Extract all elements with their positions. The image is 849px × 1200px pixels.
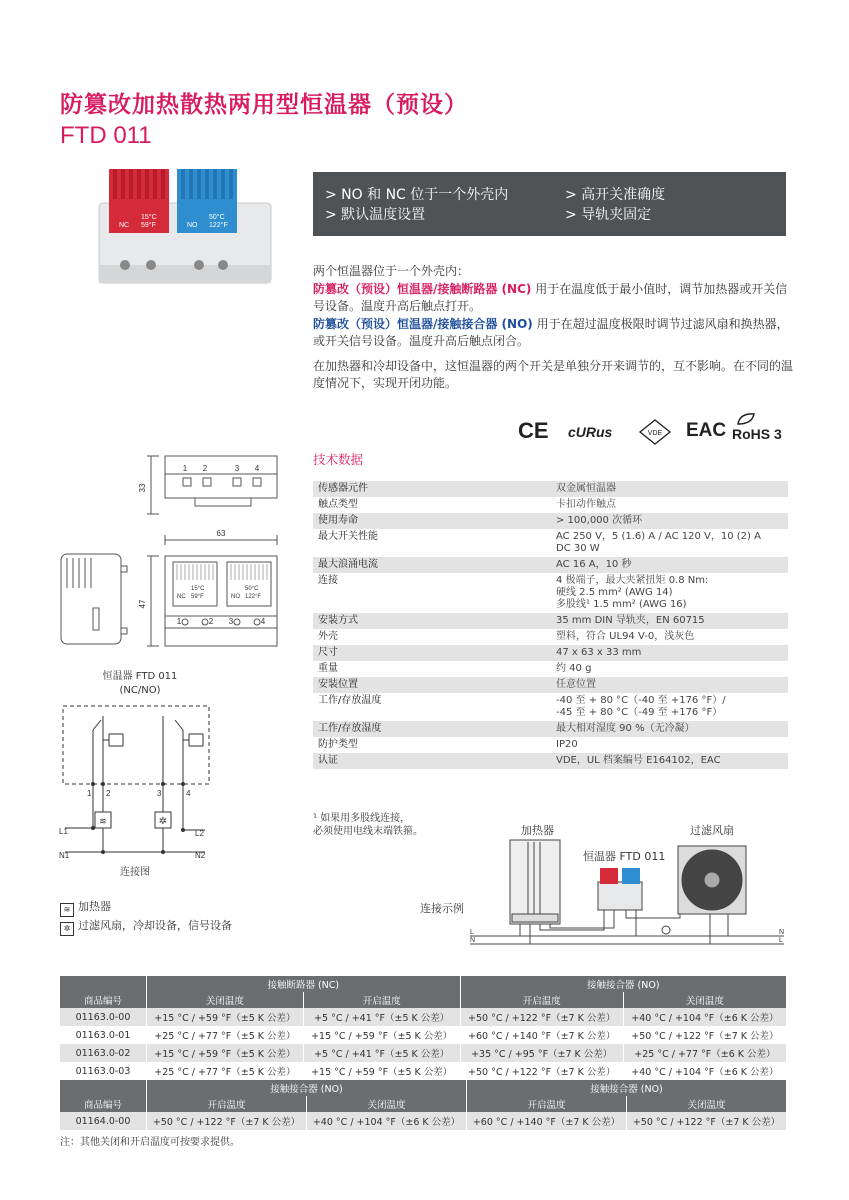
legend-item: ✲ 过滤风扇，冷却设备，信号设备 <box>60 917 232 936</box>
tech-value: 47 x 63 x 33 mm <box>551 645 788 661</box>
tech-row <box>313 693 788 721</box>
temperature-cell: +40 °C / +104 °F（±6 K 公差） <box>623 1008 786 1026</box>
tech-data-table <box>313 481 788 769</box>
svg-text:N2: N2 <box>195 851 206 860</box>
tech-value: 35 mm DIN 导轨夹，EN 60715 <box>551 613 788 629</box>
temperature-cell: +50 °C / +122 °F（±7 K 公差） <box>147 1112 307 1130</box>
tech-value: -40 至 + 80 °C（-40 至 +176 °F）/ -45 至 + 80 °C（-49 至 +176 °F） <box>551 693 788 721</box>
temperature-cell: +40 °C / +104 °F（±6 K 公差） <box>623 1062 786 1080</box>
temperature-cell: +60 °C / +140 °F（±7 K 公差） <box>467 1112 627 1130</box>
tech-row <box>313 737 788 753</box>
svg-text:1: 1 <box>182 464 188 473</box>
schematic-title: 连接图 <box>120 867 150 878</box>
heater-symbol-icon: ≋ <box>99 817 107 827</box>
blue-temp-f: 122°F <box>209 222 228 229</box>
temperature-cell: +25 °C / +77 °F（±5 K 公差） <box>147 1026 304 1044</box>
svg-text:NC: NC <box>177 594 186 600</box>
tech-key: 传感器元件 <box>313 481 551 497</box>
table-row <box>60 1026 786 1044</box>
tech-key: 安装位置 <box>313 677 551 693</box>
tech-value: IP20 <box>551 737 788 753</box>
dim-width: 63 <box>216 529 226 538</box>
tech-row <box>313 573 788 613</box>
tech-key: 工作/存放温度 <box>313 693 551 721</box>
tech-key: 认证 <box>313 753 551 769</box>
svg-text:2: 2 <box>202 464 208 473</box>
order-table-nc-no: 接触断路器 (NC) 接触接合器 (NO) 商品编号 关闭温度 开启温度 开启温度 关闭温度 01163.0-00 +15 °C / +59 °F（±5 K 公差） +5 °C / +41 °F（±5 K 公差） +50 °C / +122 °F（±7 K 公差） +40 °C / +104 °F（±6 K 公差） 01163.0-01 +25 °C / +77 °F（±5 K 公差） +15 °C / +59 °F（±5 K 公差） +60 °C / +140 °F（±7 K 公差） +50 °C / +122 °F（±7 K 公差） 01163.0-02 +15 °C / +59 °F（±5 K 公差） +5 °C / +41 °F（±5 K 公差） +35 °C / +95 °F（±7 K 公差） +25 °C / +77 °F（±6 K 公差） 01163.0-03 +25 °C / +77 °F（±5 K 公差） +15 °C / +59 °F（±5 K 公差） +50 °C / +122 °F（±7 K 公差） +40 °C / +104 °F（±6 K 公差） <box>60 976 786 1080</box>
footnote: ¹ 如果用多股线连接， 必须使用电线末端铁箍。 <box>313 813 423 837</box>
legend <box>60 898 232 936</box>
temperature-cell: +50 °C / +122 °F（±7 K 公差） <box>627 1112 787 1130</box>
dimension-drawing <box>55 448 305 653</box>
svg-text:3: 3 <box>157 789 162 798</box>
thermostat-label: 恒温器 FTD 011 <box>583 850 666 863</box>
heater-icon: ≋ <box>60 903 74 917</box>
svg-text:1: 1 <box>87 789 92 798</box>
svg-text:3: 3 <box>228 617 234 626</box>
product-model: FTD 011 <box>60 122 152 149</box>
tech-key: 尺寸 <box>313 645 551 661</box>
svg-text:L1: L1 <box>59 827 68 836</box>
fan-symbol-icon: ✲ <box>158 816 168 827</box>
tech-value: 约 40 g <box>551 661 788 677</box>
svg-text:L2: L2 <box>195 829 204 838</box>
tech-row <box>313 613 788 629</box>
rohs-mark: RoHS 3 <box>732 426 782 442</box>
tech-value: AC 250 V，5 (1.6) A / AC 120 V，10 (2) A DC 30 W <box>551 529 788 557</box>
temperature-cell: +35 °C / +95 °F（±7 K 公差） <box>460 1044 623 1062</box>
blue-tag: NO <box>187 222 198 229</box>
svg-text:3: 3 <box>234 464 240 473</box>
tech-value: 塑料，符合 UL94 V-0，浅灰色 <box>551 629 788 645</box>
product-image <box>95 165 280 290</box>
temperature-cell: +40 °C / +104 °F（±6 K 公差） <box>307 1112 467 1130</box>
feature-2: > 默认温度设置 <box>325 207 426 223</box>
nc-label: 防篡改（预设）恒温器/接触断路器 (NC) <box>313 281 532 296</box>
temperature-cell: +50 °C / +122 °F（±7 K 公差） <box>460 1062 623 1080</box>
table-row <box>60 1062 786 1080</box>
tech-key: 最大开关性能 <box>313 529 551 557</box>
tech-row <box>313 721 788 737</box>
tech-row <box>313 497 788 513</box>
tech-row <box>313 661 788 677</box>
tech-value: 双金属恒温器 <box>551 481 788 497</box>
tech-key: 外壳 <box>313 629 551 645</box>
tech-value: AC 16 A，10 秒 <box>551 557 788 573</box>
svg-text:122°F: 122°F <box>245 594 262 600</box>
connection-example-caption: 连接示例 <box>420 902 464 915</box>
svg-text:59°F: 59°F <box>191 594 204 600</box>
svg-text:N1: N1 <box>59 851 70 860</box>
svg-text:15°C: 15°C <box>191 586 205 592</box>
ul-mark: cURus <box>568 424 613 440</box>
intro-text <box>313 263 793 400</box>
red-tag: NC <box>119 222 130 229</box>
tech-row <box>313 513 788 529</box>
wiring-diagram <box>55 700 215 860</box>
temperature-cell: +5 °C / +41 °F（±5 K 公差） <box>303 1008 460 1026</box>
tech-value: > 100,000 次循环 <box>551 513 788 529</box>
tech-row <box>313 557 788 573</box>
no-text: 用于在超过温度极限时调节过滤风扇和换热器，或开关信号设备。温度升高后触点闭合。 <box>313 316 789 348</box>
intro-para2: 在加热器和冷却设备中，这恒温器的两个开关是单独分开来调节的，互不影响。在不同的温度情况下，实现开闭功能。 <box>313 358 794 390</box>
tech-row <box>313 529 788 557</box>
table-row <box>60 1112 786 1130</box>
temperature-cell: +50 °C / +122 °F（±7 K 公差） <box>460 1008 623 1026</box>
tech-key: 防护类型 <box>313 737 551 753</box>
leaf-icon <box>736 412 756 426</box>
svg-text:4: 4 <box>260 617 266 626</box>
svg-text:2: 2 <box>208 617 214 626</box>
temperature-cell: +5 °C / +41 °F（±5 K 公差） <box>303 1044 460 1062</box>
group-nc-header: 接触断路器 (NC) <box>147 976 461 992</box>
filter-fan-label: 过滤风扇 <box>690 824 734 837</box>
tech-key: 使用寿命 <box>313 513 551 529</box>
table-row <box>60 1008 786 1026</box>
temperature-cell: +15 °C / +59 °F（±5 K 公差） <box>147 1044 304 1062</box>
fan-icon: ✲ <box>60 922 74 936</box>
connection-example-diagram <box>470 838 788 953</box>
tech-key: 最大浪涌电流 <box>313 557 551 573</box>
schematic-caption: 恒温器 FTD 011 (NC/NO) <box>102 671 178 696</box>
tech-row <box>313 629 788 645</box>
temperature-cell: +25 °C / +77 °F（±5 K 公差） <box>147 1062 304 1080</box>
feature-4: > 导轨夹固定 <box>565 207 652 223</box>
part-number-cell: 01164.0-00 <box>60 1112 147 1130</box>
svg-text:4: 4 <box>186 789 191 798</box>
svg-text:L: L <box>470 929 474 936</box>
table-row <box>60 1044 786 1062</box>
part-number-cell: 01163.0-02 <box>60 1044 147 1062</box>
tech-row <box>313 481 788 497</box>
ce-mark: CE <box>518 418 549 443</box>
tech-key: 重量 <box>313 661 551 677</box>
no-label: 防篡改（预设）恒温器/接触接合器 (NO) <box>313 316 533 331</box>
svg-text:N: N <box>470 937 476 944</box>
tech-row <box>313 677 788 693</box>
order-table-no-no: 接触接合器 (NO) 接触接合器 (NO) 商品编号 开启温度 关闭温度 开启温度 关闭温度 01164.0-00 +50 °C / +122 °F（±7 K 公差） +40 °C / +104 °F（±6 K 公差） +60 °C / +140 °F（±7 K 公差） +50 °C / +122 °F（±7 K 公差） <box>60 1080 786 1130</box>
red-temp-c: 15°C <box>141 214 157 221</box>
legend-item: ≋ 加热器 <box>60 898 232 917</box>
svg-text:4: 4 <box>254 464 260 473</box>
tech-value: 4 极端子，最大夹紧扭矩 0.8 Nm: 硬线 2.5 mm² (AWG 14) 多股线¹ 1.5 mm² (AWG 16) <box>551 573 788 613</box>
part-number-cell: 01163.0-00 <box>60 1008 147 1026</box>
dim-height: 33 <box>138 483 147 493</box>
svg-text:2: 2 <box>106 789 111 798</box>
temperature-cell: +15 °C / +59 °F（±5 K 公差） <box>147 1008 304 1026</box>
page-title: 防篡改加热散热两用型恒温器（预设） <box>60 92 468 118</box>
col-part-header: 商品编号 <box>60 992 147 1008</box>
dim-depth: 47 <box>138 599 147 609</box>
svg-text:NO: NO <box>231 594 240 600</box>
tech-key: 触点类型 <box>313 497 551 513</box>
tech-key: 工作/存放湿度 <box>313 721 551 737</box>
tech-value: 任意位置 <box>551 677 788 693</box>
part-number-cell: 01163.0-01 <box>75 1029 131 1041</box>
temperature-cell: +15 °C / +59 °F（±5 K 公差） <box>303 1062 460 1080</box>
tech-key: 安装方式 <box>313 613 551 629</box>
eac-mark: EAC <box>686 420 727 441</box>
tech-key: 连接 <box>313 573 551 613</box>
tech-row <box>313 753 788 769</box>
tech-value: 卡扣动作触点 <box>551 497 788 513</box>
svg-text:N: N <box>779 929 785 936</box>
feature-1: > NO 和 NC 位于一个外壳内 <box>325 187 509 203</box>
vde-mark <box>638 418 672 446</box>
footer-note: 注：其他关闭和开启温度可按要求提供。 <box>60 1137 240 1148</box>
temperature-cell: +25 °C / +77 °F（±6 K 公差） <box>623 1044 786 1062</box>
heater-label: 加热器 <box>521 824 554 837</box>
group-no-header: 接触接合器 (NO) <box>460 976 786 992</box>
temperature-cell: +60 °C / +140 °F（±7 K 公差） <box>460 1026 623 1044</box>
svg-text:L: L <box>779 937 783 944</box>
svg-text:1: 1 <box>176 617 182 626</box>
tech-value: VDE，UL 档案编号 E164102，EAC <box>551 753 788 769</box>
red-temp-f: 59°F <box>141 222 156 229</box>
nc-text: 用于在温度低于最小值时，调节加热器或开关信号设备。温度升高后触点打开。 <box>313 281 788 313</box>
tech-row <box>313 645 788 661</box>
svg-text:VDE: VDE <box>647 430 663 437</box>
temperature-cell: +15 °C / +59 °F（±5 K 公差） <box>303 1026 460 1044</box>
intro-line1: 两个恒温器位于一个外壳内： <box>313 264 470 278</box>
svg-text:50°C: 50°C <box>245 586 259 592</box>
temperature-cell: +50 °C / +122 °F（±7 K 公差） <box>623 1026 786 1044</box>
feature-3: > 高开关准确度 <box>565 187 666 203</box>
feature-box <box>313 172 786 236</box>
part-number-cell: 01163.0-03 <box>75 1065 131 1077</box>
tech-value: 最大相对湿度 90 %（无冷凝） <box>551 721 788 737</box>
tech-data-title: 技术数据 <box>313 452 364 467</box>
blue-temp-c: 50°C <box>209 214 225 221</box>
